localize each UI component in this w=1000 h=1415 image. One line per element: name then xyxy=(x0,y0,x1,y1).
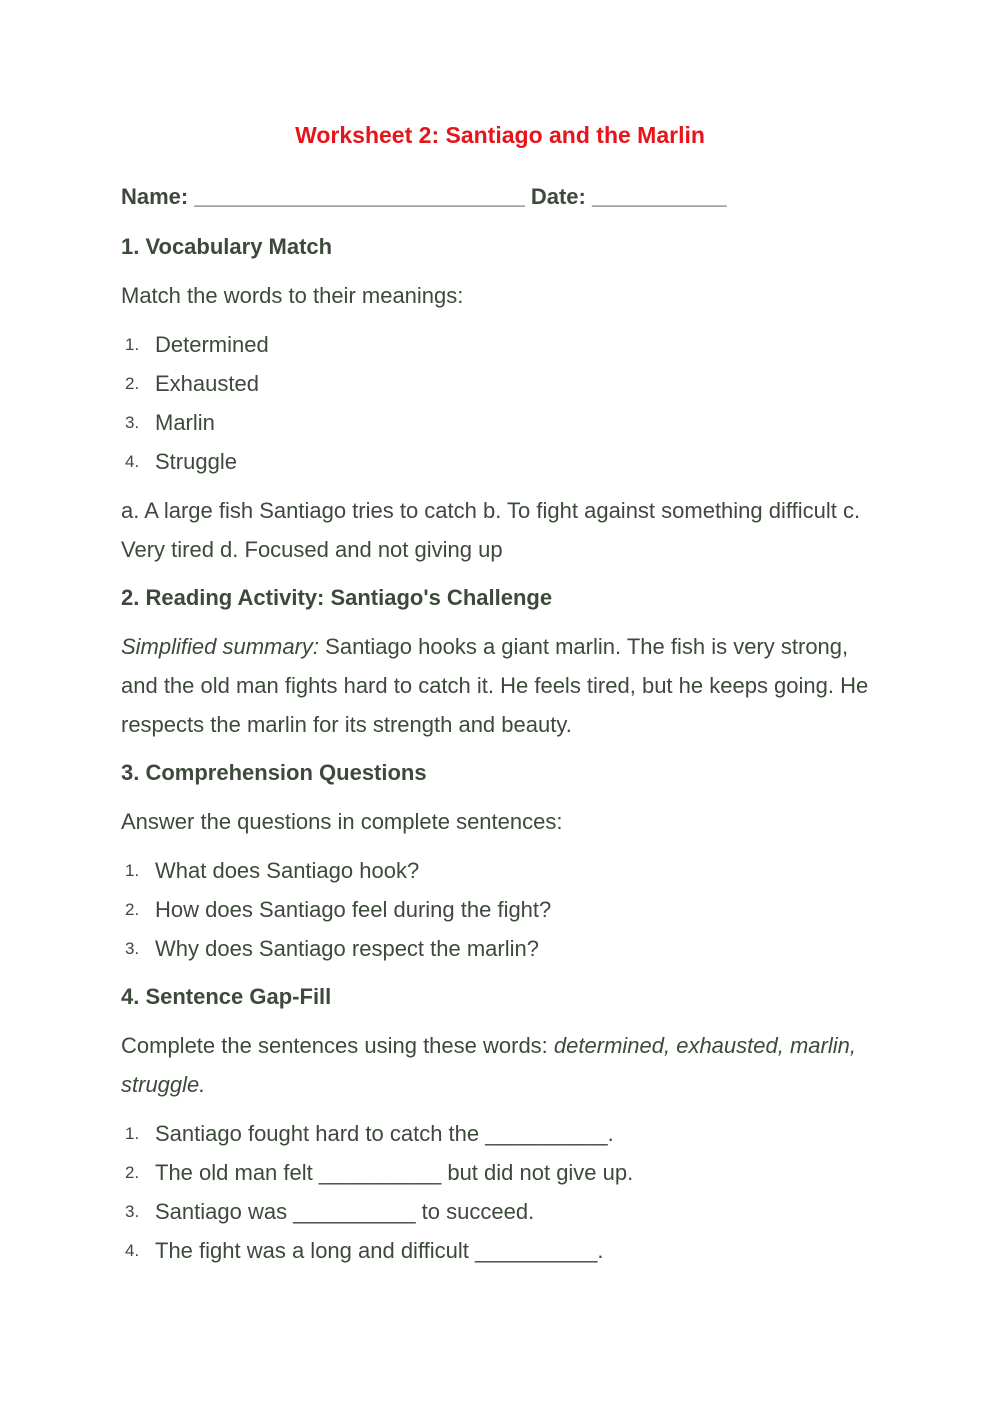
list-item xyxy=(121,890,881,929)
vocabulary-list xyxy=(121,325,881,481)
item-number: 1. xyxy=(125,861,140,880)
item-text: Marlin xyxy=(155,410,215,435)
list-item xyxy=(121,403,881,442)
item-text: The old man felt __________ but did not give up. xyxy=(155,1160,634,1185)
list-item xyxy=(121,1153,881,1192)
item-text: Santiago fought hard to catch the __________. xyxy=(155,1121,614,1146)
summary-label: Simplified summary: xyxy=(121,634,320,659)
date-blank: ___________ xyxy=(592,184,727,209)
item-text: The fight was a long and difficult __________. xyxy=(155,1238,604,1263)
gapfill-instruction-prefix: Complete the sentences using these words: xyxy=(121,1033,554,1058)
name-label: Name: xyxy=(121,184,189,209)
item-text: Why does Santiago respect the marlin? xyxy=(155,936,539,961)
item-number: 1. xyxy=(125,1124,140,1143)
list-item xyxy=(121,851,881,890)
item-text: Exhausted xyxy=(155,371,259,396)
item-text: Santiago was __________ to succeed. xyxy=(155,1199,535,1224)
list-item xyxy=(121,442,881,481)
vocabulary-instruction: Match the words to their meanings: xyxy=(121,283,464,308)
word-bank: determined, exhausted, marlin, struggle. xyxy=(121,1033,856,1097)
item-number: 3. xyxy=(125,939,140,958)
gapfill-list xyxy=(121,1114,881,1270)
item-text: Struggle xyxy=(155,449,237,474)
gapfill-instruction xyxy=(121,1026,881,1104)
section-vocabulary-heading: 1. Vocabulary Match xyxy=(121,234,333,259)
section-comprehension-heading: 3. Comprehension Questions xyxy=(121,760,427,785)
list-item xyxy=(121,1192,881,1231)
summary-text: Santiago hooks a giant marlin. The fish is very strong, and the old man fights hard to catch it. He feels tired, but he keeps going. He respects the marlin for its strength and beauty. xyxy=(121,634,869,737)
item-text: How does Santiago feel during the fight? xyxy=(155,897,552,922)
item-number: 2. xyxy=(125,1163,140,1182)
item-number: 1. xyxy=(125,335,140,354)
page-title: Worksheet 2: Santiago and the Marlin xyxy=(295,122,705,148)
item-number: 3. xyxy=(125,1202,140,1221)
item-number: 4. xyxy=(125,1241,140,1260)
worksheet-page xyxy=(121,116,881,1280)
item-text: Determined xyxy=(155,332,269,357)
list-item xyxy=(121,929,881,968)
reading-summary xyxy=(121,627,881,744)
list-item xyxy=(121,1231,881,1270)
section-reading-heading: 2. Reading Activity: Santiago's Challenge xyxy=(121,585,553,610)
item-number: 3. xyxy=(125,413,140,432)
section-gapfill-heading: 4. Sentence Gap-Fill xyxy=(121,984,332,1009)
item-text: What does Santiago hook? xyxy=(155,858,420,883)
comprehension-list xyxy=(121,851,881,968)
list-item xyxy=(121,1114,881,1153)
comprehension-instruction: Answer the questions in complete sentences: xyxy=(121,809,563,834)
name-date-line xyxy=(121,178,881,216)
item-number: 4. xyxy=(125,452,140,471)
date-label: Date: xyxy=(530,184,586,209)
item-number: 2. xyxy=(125,374,140,393)
vocabulary-meanings: a. A large fish Santiago tries to catch b. To fight against something difficult c. Very tired d. Focused and not giving up xyxy=(121,498,861,562)
list-item xyxy=(121,325,881,364)
name-blank: ___________________________ xyxy=(194,184,525,209)
list-item xyxy=(121,364,881,403)
item-number: 2. xyxy=(125,900,140,919)
